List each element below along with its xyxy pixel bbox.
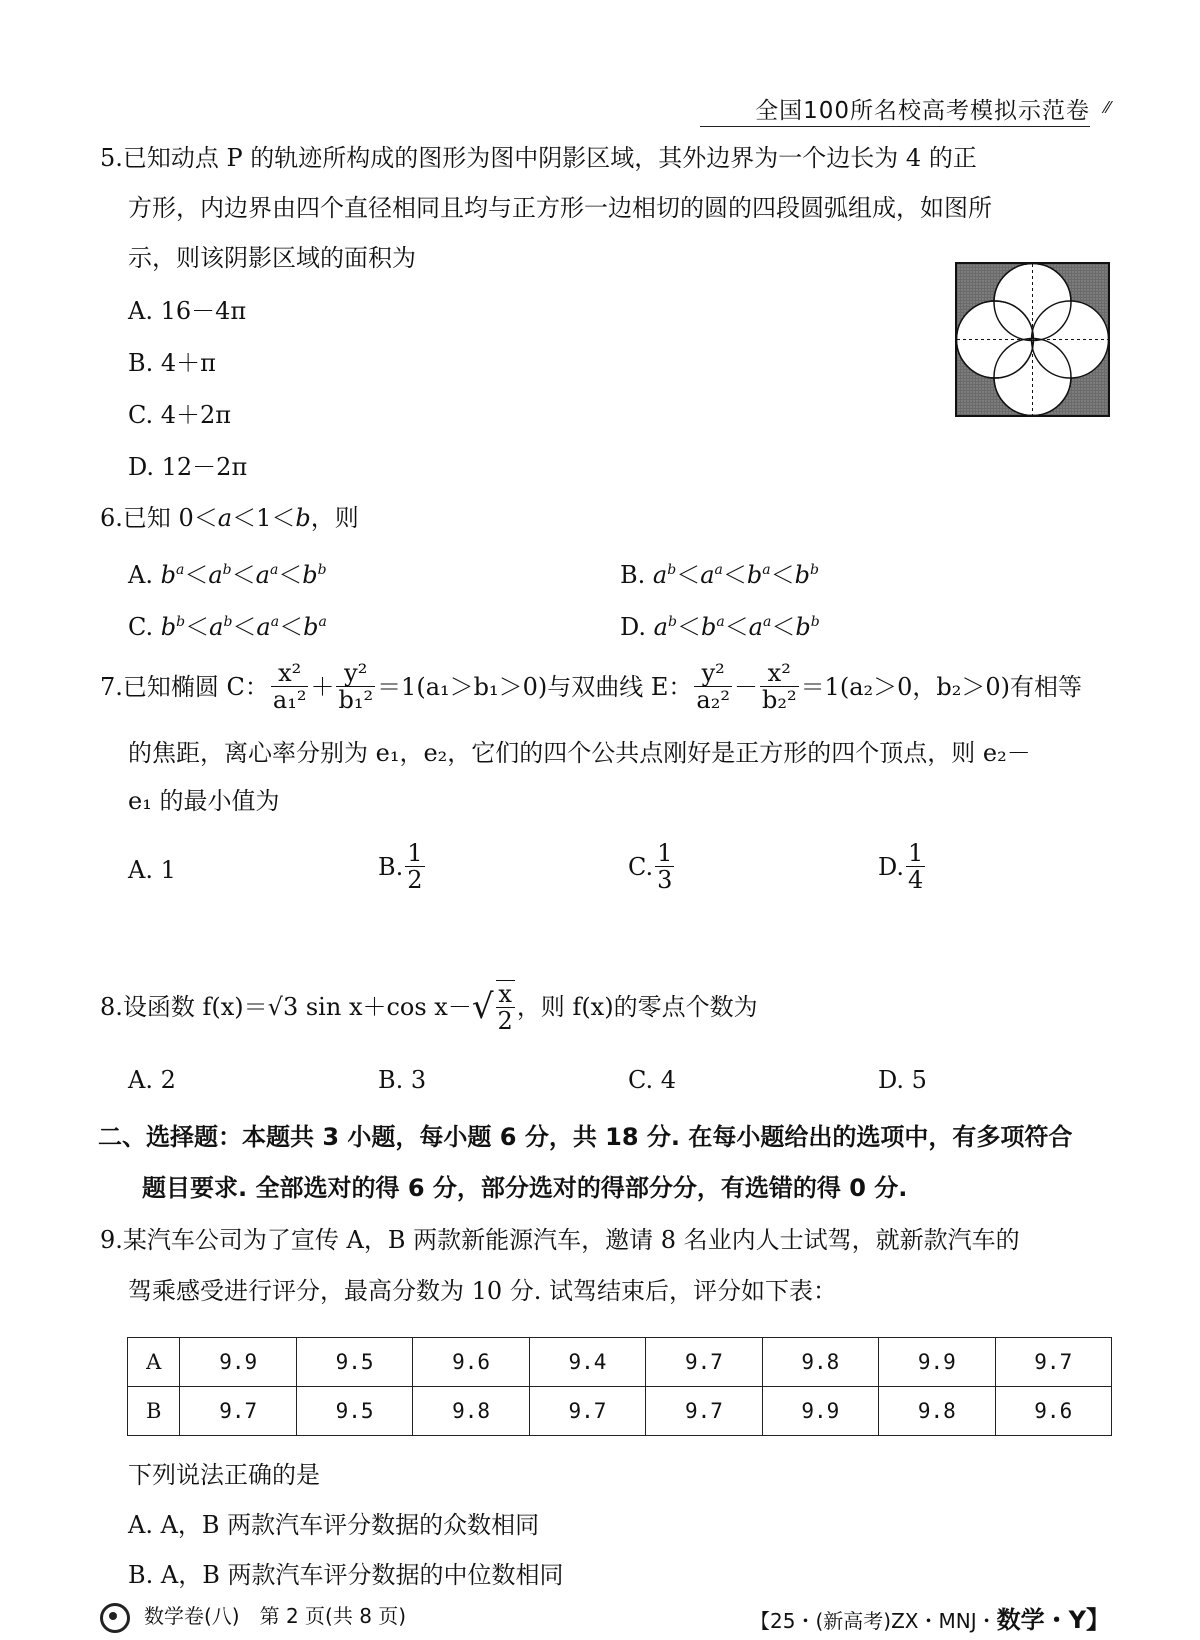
q5-option-a: A. 16－4π [128, 297, 247, 325]
table-cell: 9.8 [413, 1387, 529, 1436]
q8-option-b: B. 3 [378, 1066, 427, 1094]
footer-page-info: 数学卷(八) 第 2 页(共 8 页) [100, 1600, 406, 1633]
table-cell: 9.9 [879, 1338, 995, 1387]
q8-option-c: C. 4 [628, 1066, 677, 1094]
q7-option-d: D. $\frac{1}{4}$ [878, 839, 924, 894]
row-label: B [128, 1387, 180, 1436]
q6-option-a: A. $b^a<a^b<a^a<b^b$ [128, 561, 327, 589]
fraction-x2-a1sq: $\frac{\text{x²}}{\text{a₁²}}$ [272, 659, 307, 714]
q9-prompt: 下列说法正确的是 [128, 1461, 320, 1489]
q7-option-b: B. $\frac{1}{2}$ [378, 839, 423, 894]
table-row-b [128, 1387, 1112, 1436]
score-table [127, 1337, 1112, 1436]
row-label: A [128, 1338, 180, 1387]
q8-stem: 8.设函数 f(x)＝√3 sin x＋cos x－ √ $\frac{x}{2}$ ，则 f(x)的零点个数为 [100, 980, 758, 1035]
q7-option-a: A. 1 [128, 856, 176, 884]
table-cell: 9.8 [762, 1338, 878, 1387]
table-cell: 9.7 [180, 1387, 296, 1436]
table-cell: 9.5 [296, 1338, 412, 1387]
table-cell: 9.6 [995, 1387, 1112, 1436]
table-cell: 9.4 [529, 1338, 645, 1387]
q5-stem-line1: 5.已知动点 P 的轨迹所构成的图形为图中阴影区域，其外边界为一个边长为 4 的正 [100, 144, 977, 172]
table-cell: 9.7 [646, 1338, 762, 1387]
table-row-a [128, 1338, 1112, 1387]
q6-stem: 6.已知 0＜a＜1＜b，则 [100, 504, 359, 532]
q6-option-c: C. $b^b<a^b<a^a<b^a$ [128, 613, 327, 641]
q7-stem-line3: e₁ 的最小值为 [128, 787, 280, 815]
section2-heading-line1: 二、选择题：本题共 3 小题，每小题 6 分，共 18 分. 在每小题给出的选项中，有多项符合 [98, 1123, 1073, 1151]
q9-stem-line2: 驾乘感受进行评分，最高分数为 10 分. 试驾结束后，评分如下表： [128, 1277, 838, 1305]
footer-exam-code: 【25・(新高考)ZX・MNJ・数学・Y】 [750, 1606, 1110, 1634]
q7-stem-line1: 7.已知椭圆 C： $\frac{\text{x²}}{\text{a₁²}}$ ＋ $\frac{\text{y²}}{\text{b₁²}}$ ＝1(a₁＞b₁＞0)与双曲线 E： $\frac{\text{y²}}{\text{a₂²}}$ － $\frac{\text{x²}}{\text{b₂²}}$ ＝1(a₂＞0，b₂＞0)有相等 [100, 659, 1083, 714]
q5-option-c: C. 4＋2π [128, 401, 232, 429]
table-cell: 9.5 [296, 1387, 412, 1436]
q9-option-b: B. A，B 两款汽车评分数据的中位数相同 [128, 1561, 564, 1589]
header-divider [700, 126, 1090, 127]
sqrt-symbol: √ [471, 987, 494, 1027]
table-cell: 9.7 [646, 1387, 762, 1436]
table-cell: 9.8 [879, 1387, 995, 1436]
publisher-logo-icon [100, 1603, 130, 1633]
q5-stem-line2: 方形，内边界由四个直径相同且均与正方形一边相切的圆的四段圆弧组成，如图所 [128, 194, 992, 222]
fraction-y2-a2sq: $\frac{\text{y²}}{\text{a₂²}}$ [696, 659, 730, 714]
q6-option-b: B. $a^b<a^a<b^a<b^b$ [620, 561, 819, 589]
q6-option-d: D. $a^b<b^a<a^a<b^b$ [620, 613, 820, 641]
table-cell: 9.7 [995, 1338, 1112, 1387]
q7-option-c: C. $\frac{1}{3}$ [628, 839, 673, 894]
fraction-y2-b1sq: $\frac{\text{y²}}{\text{b₁²}}$ [338, 659, 374, 714]
q9-option-a: A. A，B 两款汽车评分数据的众数相同 [128, 1511, 540, 1539]
table-cell: 9.7 [529, 1387, 645, 1436]
q9-stem-line1: 9.某汽车公司为了宣传 A，B 两款新能源汽车，邀请 8 名业内人士试驾，就新款汽车的 [100, 1226, 1020, 1254]
fraction-x2-b2sq: $\frac{\text{x²}}{\text{b₂²}}$ [761, 659, 797, 714]
q8-option-a: A. 2 [128, 1066, 176, 1094]
exam-series-title: 全国100所名校高考模拟示范卷 [755, 98, 1090, 124]
q7-stem-line2: 的焦距，离心率分别为 e₁，e₂，它们的四个公共点刚好是正方形的四个顶点，则 e₂－ [128, 739, 1031, 767]
table-cell: 9.9 [180, 1338, 296, 1387]
q5-shaded-square-figure [955, 262, 1110, 417]
table-cell: 9.6 [413, 1338, 529, 1387]
section2-heading-line2: 题目要求. 全部选对的得 6 分，部分选对的得部分分，有选错的得 0 分. [142, 1174, 908, 1202]
q8-option-d: D. 5 [878, 1066, 927, 1094]
q5-option-b: B. 4＋π [128, 349, 216, 377]
table-cell: 9.9 [762, 1387, 878, 1436]
q5-option-d: D. 12－2π [128, 453, 248, 481]
q5-stem-line3: 示，则该阴影区域的面积为 [128, 244, 416, 272]
fraction-x-over-2: $\frac{x}{2}$ [497, 980, 513, 1035]
pen-mark-icon: ⁄⁄ [1104, 98, 1110, 117]
